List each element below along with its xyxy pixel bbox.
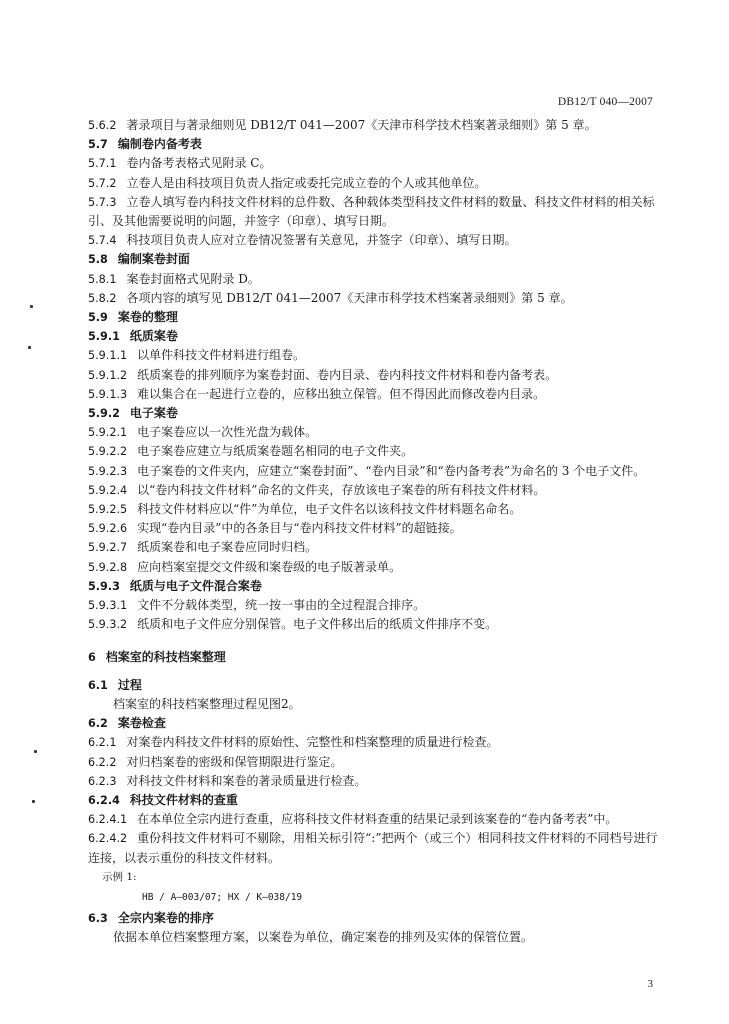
clause-text: 纸质案卷的排列顺序为案卷封面、卷内目录、卷内科技文件材料和卷内备考表。 bbox=[137, 367, 558, 382]
clause-number: 6.3 bbox=[88, 911, 108, 925]
section-heading bbox=[88, 308, 663, 327]
section-6-block bbox=[88, 676, 663, 868]
clause-number: 5.9.1 bbox=[88, 330, 120, 344]
clause-line bbox=[88, 442, 663, 461]
clause-line bbox=[88, 695, 663, 714]
clause-line bbox=[88, 116, 663, 135]
clause-line bbox=[88, 481, 663, 500]
clause-text: 纸质和电子文件应分别保管。电子文件移出后的纸质文件排序不变。 bbox=[137, 617, 498, 632]
clause-number: 5.9.2.2 bbox=[88, 445, 128, 459]
clause-text: 文件不分载体类型，统一按一事由的全过程混合排序。 bbox=[137, 598, 426, 613]
clause-number: 5.9.2.1 bbox=[88, 426, 128, 440]
clause-number: 5.8.1 bbox=[88, 272, 117, 286]
clause-text: 对归档案卷的密级和保管期限进行鉴定。 bbox=[126, 754, 343, 769]
section-heading bbox=[88, 327, 663, 346]
section-heading bbox=[88, 791, 663, 810]
clause-number: 6.2.3 bbox=[88, 774, 117, 788]
scan-speck bbox=[30, 305, 33, 308]
clause-text: 全宗内案卷的排序 bbox=[117, 910, 214, 925]
clause-text: 案卷的整理 bbox=[117, 310, 178, 325]
example-label: 示例 1: bbox=[102, 870, 137, 883]
clause-line bbox=[88, 231, 663, 250]
clause-line bbox=[88, 154, 663, 173]
clause-number: 6.1 bbox=[88, 678, 108, 692]
clause-number: 5.9 bbox=[88, 311, 108, 325]
clause-text: 依据本单位档案整理方案，以案卷为单位，确定案卷的排列及实体的保管位置。 bbox=[113, 929, 534, 944]
clause-text: 案卷检查 bbox=[117, 716, 166, 731]
clause-number: 5.9.2.3 bbox=[88, 464, 128, 478]
clause-number: 6.2.4.2 bbox=[88, 832, 128, 846]
page-number: 3 bbox=[647, 978, 653, 990]
clause-text: 应向档案室提交文件级和案卷级的电子版著录单。 bbox=[137, 559, 402, 574]
clause-line bbox=[88, 733, 663, 752]
clause-line bbox=[88, 174, 663, 193]
clause-text: 电子案卷 bbox=[129, 406, 178, 421]
clause-number: 5.9.2.8 bbox=[88, 560, 128, 574]
clause-text: 编制卷内备考表 bbox=[117, 137, 202, 152]
clause-number: 6.2 bbox=[88, 717, 108, 731]
clause-number: 5.9.3.1 bbox=[88, 599, 128, 613]
clause-number: 5.7.1 bbox=[88, 157, 117, 171]
clause-number: 5.9.1.1 bbox=[88, 349, 128, 363]
section-5-block bbox=[88, 116, 663, 634]
clause-text: 实现“卷内目录”中的各条目与“卷内科技文件材料”的超链接。 bbox=[137, 521, 462, 536]
clause-text: 档案室的科技档案整理过程见图2。 bbox=[113, 696, 301, 711]
scan-speck bbox=[34, 750, 37, 753]
clause-line bbox=[88, 519, 663, 538]
clause-text: 科技项目负责人应对立卷情况签署有关意见，并签字（印章）、填写日期。 bbox=[126, 233, 517, 248]
scan-speck bbox=[32, 800, 35, 803]
clause-text: 各项内容的填写见 DB12/T 041—2007《天津市科学技术档案著录细则》第 5 章。 bbox=[126, 290, 573, 305]
clause-number: 5.9.2.4 bbox=[88, 483, 128, 497]
clause-line bbox=[88, 366, 663, 385]
clause-number: 5.8 bbox=[88, 253, 108, 267]
clause-text: 电子案卷的文件夹内，应建立“案卷封面”、“卷内目录”和“卷内备考表”为命名的 3 个电子文件。 bbox=[137, 463, 646, 478]
clause-line bbox=[88, 385, 663, 404]
clause-number: 5.9.2 bbox=[88, 407, 120, 421]
clause-number: 5.9.2.6 bbox=[88, 522, 128, 536]
clause-line bbox=[88, 500, 663, 519]
clause-text: 纸质与电子文件混合案卷 bbox=[129, 578, 262, 593]
clause-text: 纸质案卷和电子案卷应同时归档。 bbox=[137, 540, 318, 555]
clause-number: 5.7.4 bbox=[88, 234, 117, 248]
clause-text: 科技文件材料的查重 bbox=[129, 792, 238, 807]
clause-text: 科技文件材料应以“件”为单位，电子文件名以该科技文件材料题名命名。 bbox=[137, 502, 522, 517]
clause-text: 在本单位全宗内进行查重，应将科技文件材料查重的结果记录到该案卷的“卷内备考表”中。 bbox=[137, 812, 618, 827]
clause-number: 6.2.2 bbox=[88, 755, 117, 769]
clause-line bbox=[88, 829, 663, 867]
section-heading bbox=[88, 714, 663, 733]
section-6-3-block bbox=[88, 909, 663, 947]
section-heading bbox=[88, 135, 663, 154]
clause-number: 5.7.2 bbox=[88, 176, 117, 190]
clause-number: 5.9.3 bbox=[88, 579, 120, 593]
scan-speck bbox=[28, 346, 31, 349]
chapter-6-heading bbox=[88, 648, 663, 667]
clause-number: 5.7 bbox=[88, 138, 108, 152]
clause-text: 纸质案卷 bbox=[129, 329, 178, 344]
clause-number: 5.6.2 bbox=[88, 119, 117, 132]
section-heading bbox=[88, 404, 663, 423]
clause-line bbox=[88, 289, 663, 308]
clause-text: 案卷封面格式见附录 D。 bbox=[126, 271, 260, 286]
clause-text: 过程 bbox=[117, 677, 142, 692]
clause-number: 6.2.1 bbox=[88, 736, 117, 750]
clause-text: 著录项目与著录细则见 DB12/T 041—2007《天津市科学技术档案著录细则》第 5 章。 bbox=[126, 118, 597, 132]
clause-line bbox=[88, 538, 663, 557]
section-heading bbox=[88, 909, 663, 928]
clause-number: 5.7.3 bbox=[88, 195, 117, 209]
clause-line bbox=[88, 193, 663, 231]
clause-text: 难以集合在一起进行立卷的，应移出独立保管。但不得因此而修改卷内目录。 bbox=[137, 386, 546, 401]
section-heading bbox=[88, 577, 663, 596]
chapter-number: 6 bbox=[88, 651, 96, 665]
clause-line bbox=[88, 423, 663, 442]
document-body bbox=[88, 116, 663, 947]
section-heading bbox=[88, 250, 663, 269]
clause-number: 5.9.2.5 bbox=[88, 503, 128, 517]
clause-line bbox=[88, 596, 663, 615]
clause-number: 6.2.4 bbox=[88, 793, 120, 807]
clause-text: 电子案卷应以一次性光盘为载体。 bbox=[137, 425, 318, 440]
clause-text: 立卷人填写卷内科技文件材料的总件数、各种载体类型科技文件材料的数量、科技文件材料的相关标引、及其他需要说明的问题，并签字（印章）、填写日期。 bbox=[88, 194, 655, 229]
clause-text: 编制案卷封面 bbox=[117, 252, 190, 267]
clause-text: 以“卷内科技文件材料”命名的文件夹，存放该电子案卷的所有科技文件材料。 bbox=[137, 482, 546, 497]
clause-line bbox=[88, 558, 663, 577]
clause-number: 5.9.2.7 bbox=[88, 541, 128, 555]
clause-line bbox=[88, 753, 663, 772]
clause-number: 5.9.1.2 bbox=[88, 368, 128, 382]
section-heading bbox=[88, 676, 663, 695]
clause-line bbox=[88, 810, 663, 829]
clause-text: 对科技文件材料和案卷的著录质量进行检查。 bbox=[126, 773, 367, 788]
clause-line bbox=[88, 346, 663, 365]
standard-code-header: DB12/T 040—2007 bbox=[557, 96, 653, 108]
clause-number: 5.9.3.2 bbox=[88, 618, 128, 632]
clause-line bbox=[88, 615, 663, 634]
example-code: HB / A—003/07; HX / K—038/19 bbox=[142, 891, 303, 903]
clause-line bbox=[88, 928, 663, 947]
clause-line bbox=[88, 772, 663, 791]
clause-text: 电子案卷应建立与纸质案卷题名相同的电子文件夹。 bbox=[137, 444, 414, 459]
clause-number: 6.2.4.1 bbox=[88, 813, 128, 827]
clause-line bbox=[88, 270, 663, 289]
clause-line bbox=[88, 462, 663, 481]
clause-number: 5.9.1.3 bbox=[88, 387, 128, 401]
clause-text: 以单件科技文件材料进行组卷。 bbox=[137, 348, 306, 363]
clause-text: 卷内备考表格式见附录 C。 bbox=[126, 156, 272, 171]
clause-text: 重份科技文件材料可不剔除，用相关标引符“:”把两个（或三个）相同科技文件材料的不同档号进行连接，以表示重份的科技文件材料。 bbox=[88, 831, 658, 865]
chapter-title: 档案室的科技档案整理 bbox=[105, 650, 226, 665]
clause-number: 5.8.2 bbox=[88, 291, 117, 305]
clause-text: 对案卷内科技文件材料的原始性、完整性和档案整理的质量进行检查。 bbox=[126, 735, 499, 750]
clause-text: 立卷人是由科技项目负责人指定或委托完成立卷的个人或其他单位。 bbox=[126, 175, 487, 190]
